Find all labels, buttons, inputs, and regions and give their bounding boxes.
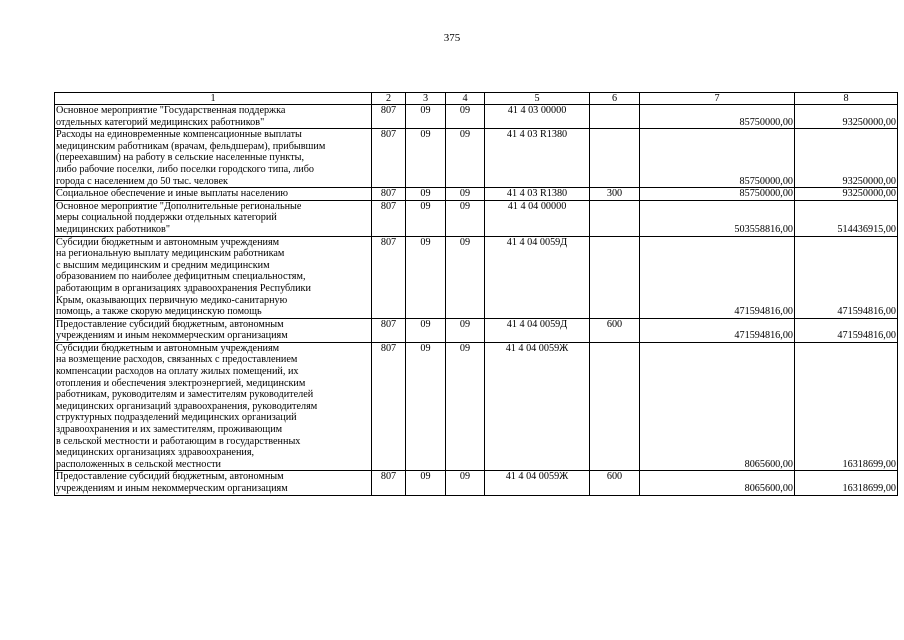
table-body	[55, 93, 898, 496]
description-line: Предоставление субсидий бюджетным, автономным	[56, 471, 284, 483]
description-line: образованием по наиболее дефицитным специальностям,	[56, 271, 306, 283]
description-line: компенсации расходов на оплату жилых помещений, их	[56, 366, 299, 378]
header-cell-2: 2	[372, 93, 406, 105]
cell-ministry-code: 807	[372, 342, 406, 471]
cell-amount-year-1: 85750000,00	[640, 105, 795, 129]
cell-subsection: 09	[446, 471, 485, 495]
description-line: здравоохранения и их заместителям, проживающим	[56, 424, 283, 436]
cell-expense-type	[590, 129, 640, 188]
cell-section: 09	[406, 318, 446, 342]
cell-section: 09	[406, 188, 446, 201]
header-cell-4: 4	[446, 93, 485, 105]
table-row	[55, 342, 898, 471]
table-row	[55, 236, 898, 318]
cell-expense-type: 300	[590, 188, 640, 201]
description-line: работающим в организациях здравоохранения Республики	[56, 282, 311, 294]
description-line: на возмещение расходов, связанных с предоставлением	[56, 354, 298, 366]
description-line: в сельской местности и работающим в государственных	[56, 435, 301, 447]
cell-expense-type	[590, 105, 640, 129]
header-cell-1: 1	[55, 93, 372, 105]
cell-ministry-code: 807	[372, 318, 406, 342]
description-line: учреждениям и иным некоммерческим организациям	[56, 330, 288, 342]
row-description	[55, 471, 372, 495]
cell-amount-year-2: 93250000,00	[795, 129, 898, 188]
row-description	[55, 188, 372, 201]
description-line: Основное мероприятие "Государственная поддержка	[56, 105, 286, 116]
description-line: структурных подразделений медицинских организаций	[56, 412, 297, 424]
table-row	[55, 188, 898, 201]
row-description	[55, 236, 372, 318]
description-line: медицинских работников"	[56, 223, 170, 235]
description-line: либо рабочие поселки, либо поселки городского типа, либо	[56, 163, 315, 175]
description-line: Предоставление субсидий бюджетным, автономным	[56, 318, 284, 330]
description-line: Расходы на единовременные компенсационные выплаты	[56, 129, 302, 141]
cell-amount-year-2: 514436915,00	[795, 200, 898, 236]
cell-ministry-code: 807	[372, 200, 406, 236]
cell-subsection: 09	[446, 188, 485, 201]
cell-expense-type	[590, 342, 640, 471]
description-line: отдельных категорий медицинских работников"	[56, 116, 265, 128]
row-description	[55, 105, 372, 129]
cell-amount-year-2: 471594816,00	[795, 236, 898, 318]
cell-amount-year-1: 85750000,00	[640, 188, 795, 201]
budget-table	[54, 92, 898, 496]
description-line: медицинских организаций здравоохранения, руководителям	[56, 400, 318, 412]
description-line: Социальное обеспечение и иные выплаты населению	[56, 188, 289, 200]
cell-amount-year-1: 8065600,00	[640, 342, 795, 471]
row-description	[55, 342, 372, 471]
cell-ministry-code: 807	[372, 188, 406, 201]
cell-amount-year-1: 471594816,00	[640, 236, 795, 318]
cell-target-article: 41 4 04 00000	[485, 200, 590, 236]
description-line: помощь, а также скорую медицинскую помощь	[56, 306, 262, 318]
cell-ministry-code: 807	[372, 105, 406, 129]
cell-subsection: 09	[446, 129, 485, 188]
description-line: медицинским работникам (врачам, фельдшерам), прибывшим	[56, 140, 326, 152]
description-line: Субсидии бюджетным и автономным учреждениям	[56, 236, 280, 248]
row-description	[55, 318, 372, 342]
description-line: расположенных в сельской местности	[56, 458, 222, 470]
description-line: меры социальной поддержки отдельных категорий	[56, 212, 277, 224]
cell-subsection: 09	[446, 236, 485, 318]
cell-target-article: 41 4 04 0059Д	[485, 236, 590, 318]
description-line: работникам, руководителям и заместителям руководителей	[56, 389, 314, 401]
cell-ministry-code: 807	[372, 129, 406, 188]
row-description	[55, 200, 372, 236]
description-line: на региональную выплату медицинским работникам	[56, 248, 285, 260]
cell-target-article: 41 4 03 R1380	[485, 188, 590, 201]
cell-expense-type: 600	[590, 471, 640, 495]
row-description	[55, 129, 372, 188]
description-line: Субсидии бюджетным и автономным учреждениям	[56, 342, 280, 354]
cell-amount-year-1: 8065600,00	[640, 471, 795, 495]
cell-section: 09	[406, 471, 446, 495]
description-line: с высшим медицинским и средним медицинским	[56, 259, 270, 271]
page-number: 375	[443, 32, 461, 44]
table-row	[55, 105, 898, 129]
cell-amount-year-2: 93250000,00	[795, 188, 898, 201]
header-cell-8: 8	[795, 93, 898, 105]
cell-ministry-code: 807	[372, 471, 406, 495]
header-row	[55, 93, 898, 105]
description-line: Крым, оказывающих первичную медико-санитарную	[56, 294, 288, 306]
cell-subsection: 09	[446, 342, 485, 471]
cell-section: 09	[406, 236, 446, 318]
description-line: города с населением до 50 тыс. человек	[56, 175, 228, 187]
cell-expense-type	[590, 200, 640, 236]
cell-subsection: 09	[446, 200, 485, 236]
table-row	[55, 471, 898, 495]
table-row	[55, 129, 898, 188]
description-line: медицинских организациях здравоохранения,	[56, 447, 255, 459]
header-cell-6: 6	[590, 93, 640, 105]
cell-expense-type	[590, 236, 640, 318]
cell-amount-year-1: 471594816,00	[640, 318, 795, 342]
cell-amount-year-1: 85750000,00	[640, 129, 795, 188]
header-cell-5: 5	[485, 93, 590, 105]
cell-section: 09	[406, 200, 446, 236]
cell-ministry-code: 807	[372, 236, 406, 318]
description-line: Основное мероприятие "Дополнительные региональные	[56, 200, 302, 212]
header-cell-3: 3	[406, 93, 446, 105]
description-line: (переехавшим) на работу в сельские населенные пункты,	[56, 152, 305, 164]
cell-section: 09	[406, 342, 446, 471]
description-line: учреждениям и иным некоммерческим организациям	[56, 483, 288, 494]
cell-amount-year-1: 503558816,00	[640, 200, 795, 236]
cell-expense-type: 600	[590, 318, 640, 342]
cell-subsection: 09	[446, 318, 485, 342]
cell-target-article: 41 4 04 0059Ж	[485, 342, 590, 471]
cell-target-article: 41 4 03 R1380	[485, 129, 590, 188]
cell-amount-year-2: 471594816,00	[795, 318, 898, 342]
description-line: отопления и обеспечения электроэнергией, медицинским	[56, 377, 306, 389]
table-row	[55, 318, 898, 342]
cell-target-article: 41 4 04 0059Ж	[485, 471, 590, 495]
cell-amount-year-2: 16318699,00	[795, 471, 898, 495]
header-cell-7: 7	[640, 93, 795, 105]
cell-subsection: 09	[446, 105, 485, 129]
cell-amount-year-2: 93250000,00	[795, 105, 898, 129]
cell-amount-year-2: 16318699,00	[795, 342, 898, 471]
cell-target-article: 41 4 04 0059Д	[485, 318, 590, 342]
cell-section: 09	[406, 105, 446, 129]
cell-target-article: 41 4 03 00000	[485, 105, 590, 129]
table-row	[55, 200, 898, 236]
cell-section: 09	[406, 129, 446, 188]
